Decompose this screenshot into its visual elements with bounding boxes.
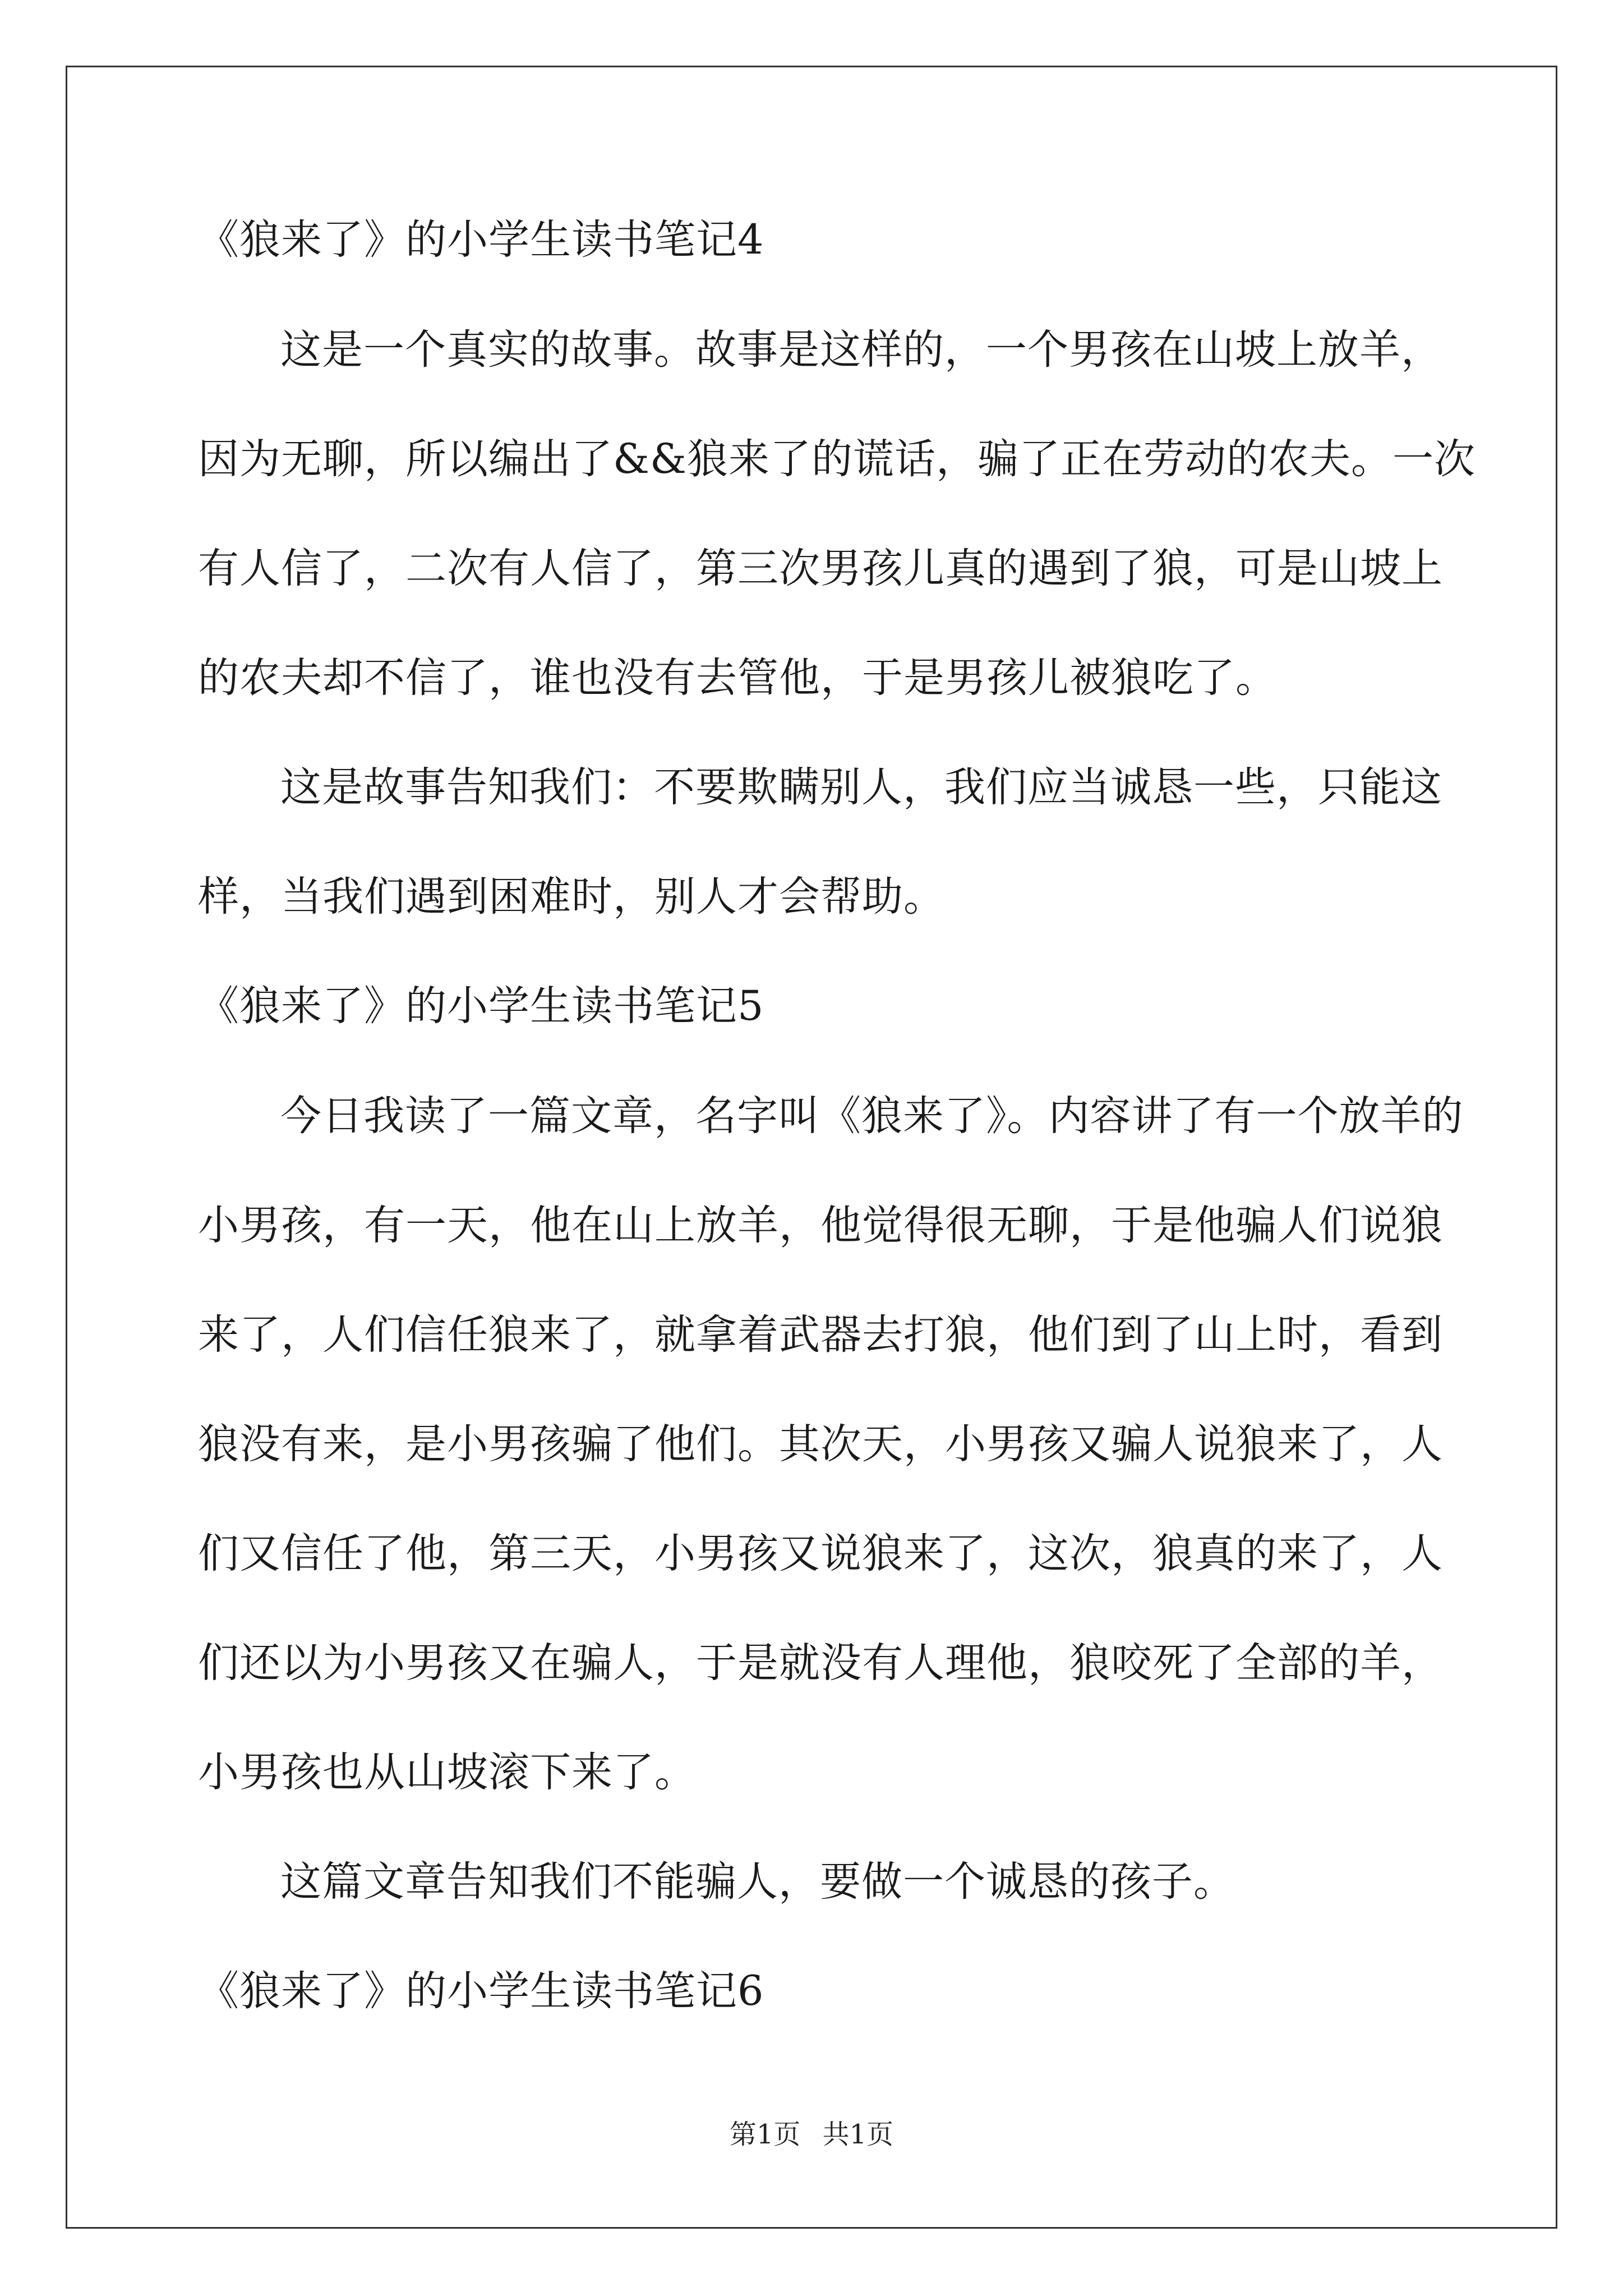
paragraph-line: 这是一个真实的故事。故事是这样的，一个男孩在山坡上放羊， xyxy=(280,326,1442,374)
page-footer xyxy=(0,2118,1623,2151)
section-heading: 《狼来了》的小学生读书笔记5 xyxy=(198,982,764,1030)
page-total: 共1页 xyxy=(822,2119,894,2150)
page-number: 第1页 xyxy=(729,2119,801,2150)
paragraph-line: 这篇文章告知我们不能骗人，要做一个诚恳的孩子。 xyxy=(280,1858,1235,1906)
paragraph-line: 样，当我们遇到困难时，别人才会帮助。 xyxy=(198,873,945,921)
paragraph xyxy=(198,761,1442,924)
paragraph xyxy=(198,323,1476,705)
paragraph-line: 来了，人们信任狼来了，就拿着武器去打狼，他们到了山上时，看到 xyxy=(198,1311,1443,1359)
paragraph-line: 因为无聊，所以编出了&&狼来了的谎话，骗了正在劳动的农夫。一次 xyxy=(198,435,1476,483)
paragraph-line: 这是故事告知我们：不要欺瞒别人，我们应当诚恳一些，只能这 xyxy=(280,763,1442,811)
paragraph xyxy=(198,1089,1464,1800)
paragraph xyxy=(198,1855,1432,1909)
paragraph-line: 小男孩也从山坡滚下来了。 xyxy=(198,1749,696,1796)
paragraph-line: 今日我读了一篇文章，名字叫《狼来了》。内容讲了有一个放羊的 xyxy=(280,1092,1464,1140)
paragraph-line: 的农夫却不信了，谁也没有去管他，于是男孩儿被狼吃了。 xyxy=(198,654,1277,702)
paragraph-line: 有人信了，二次有人信了，第三次男孩儿真的遇到了狼，可是山坡上 xyxy=(198,545,1443,592)
paragraph-line: 狼没有来，是小男孩骗了他们。其次天，小男孩又骗人说狼来了，人 xyxy=(198,1420,1443,1468)
paragraph-line: 们又信任了他，第三天，小男孩又说狼来了，这次，狼真的来了，人 xyxy=(198,1530,1443,1577)
paragraph-line: 们还以为小男孩又在骗人，于是就没有人理他，狼咬死了全部的羊， xyxy=(198,1639,1443,1687)
section-heading: 《狼来了》的小学生读书笔记6 xyxy=(198,1967,764,2015)
document-body xyxy=(198,213,1476,2074)
paragraph-line: 小男孩，有一天，他在山上放羊，他觉得很无聊，于是他骗人们说狼 xyxy=(198,1202,1443,1249)
section-heading: 《狼来了》的小学生读书笔记4 xyxy=(198,216,764,264)
